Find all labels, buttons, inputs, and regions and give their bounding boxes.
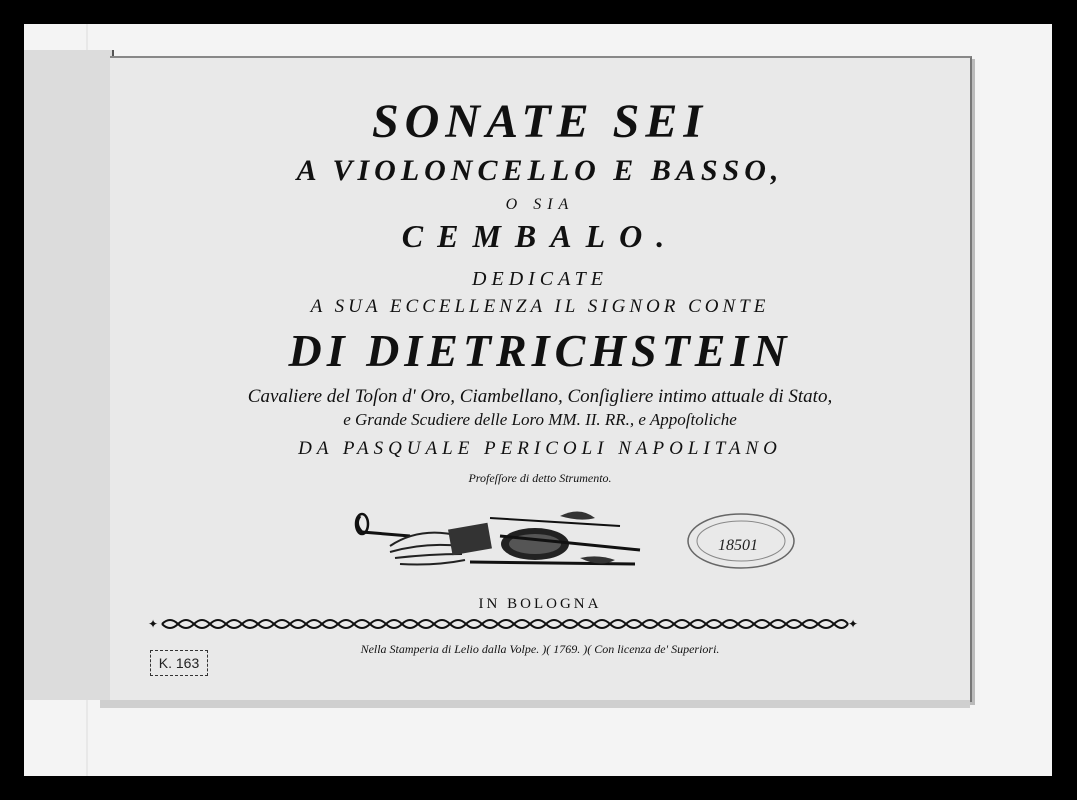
- title-line-2: A VIOLONCELLO E BASSO,: [296, 154, 784, 187]
- title-line-4: CEMBALO.: [401, 218, 679, 254]
- musical-instruments-vignette-icon: [350, 506, 644, 572]
- dedicatee-name: DI DIETRICHSTEIN: [288, 325, 792, 376]
- svg-text:✦: ✦: [848, 617, 859, 631]
- title-line-3: O SIA: [505, 196, 575, 213]
- svg-text:✦: ✦: [148, 617, 159, 631]
- dedication-to: A SUA ECCELLENZA IL SIGNOR CONTE: [310, 296, 770, 317]
- place: IN BOLOGNA: [478, 596, 602, 612]
- title-line-1: SONATE SEI: [371, 95, 709, 148]
- book-spine: [24, 50, 114, 700]
- chain-border-icon: [148, 616, 860, 632]
- shelfmark: K. 163: [150, 650, 208, 676]
- stamp-number: 18501: [718, 537, 758, 554]
- composer-role: Profeſſore di detto Strumento.: [468, 471, 612, 485]
- imprint: Nella Stamperia di Lelio dalla Volpe. )( 1769. )( Con licenza de' Superiori.: [360, 642, 720, 656]
- dedication: DEDICATE: [472, 268, 608, 290]
- dedicatee-titles-2: e Grande Scudiere delle Loro MM. II. RR., e Appoſtoliche: [343, 410, 737, 429]
- composer: DA PASQUALE PERICOLI NAPOLITANO: [298, 438, 782, 459]
- library-stamp: [686, 512, 796, 570]
- title-page: [110, 56, 972, 702]
- dedicatee-titles-1: Cavaliere del Toſon d' Oro, Ciambellano, Conſigliere intimo attuale di Stato,: [247, 386, 833, 407]
- page-bottom-edge: [100, 700, 970, 708]
